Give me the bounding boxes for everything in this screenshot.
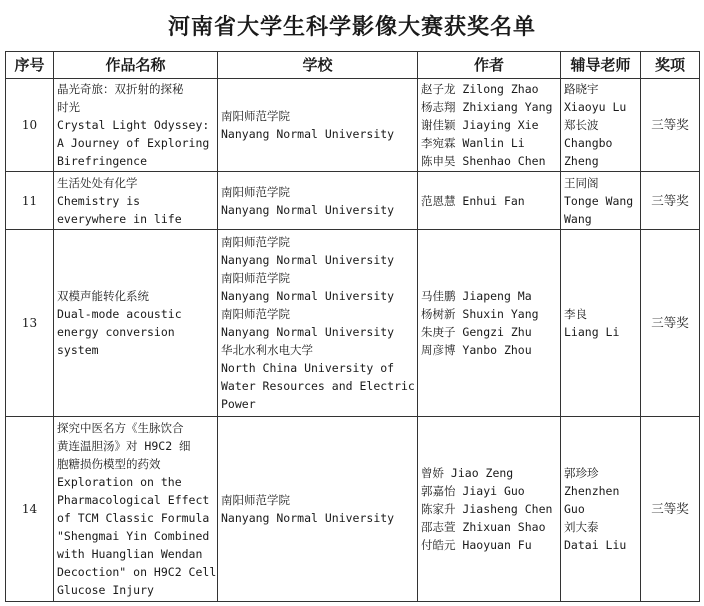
table-row	[6, 172, 700, 230]
cell-advisor-line: Zhenzhen	[564, 484, 620, 498]
cell-advisor-line: Tonge Wang	[564, 193, 634, 208]
cell-authors-line: 曾娇 Jiao Zeng	[421, 466, 514, 480]
cell-authors-line: 杨树新 Shuxin Yang	[421, 307, 539, 321]
cell-award: 三等奖	[641, 230, 700, 417]
cell-authors-line: 邵志萱 Zhixuan Shao	[421, 520, 546, 534]
cell-authors-line: 周彦博 Yanbo Zhou	[421, 343, 532, 357]
cell-authors	[418, 230, 561, 417]
cell-work-line: system	[57, 343, 99, 357]
cell-school-line: 南阳师范学院	[221, 307, 290, 321]
cell-work-line: Glucose Injury	[57, 583, 154, 597]
cell-award: 三等奖	[641, 79, 700, 172]
cell-school-line: Water Resources and Electric	[221, 379, 415, 393]
cell-school-line: North China University of	[221, 361, 395, 375]
cell-work	[54, 79, 218, 172]
cell-authors	[418, 172, 561, 230]
cell-work-line: everywhere in life	[57, 211, 182, 226]
cell-school-line: 南阳师范学院	[221, 184, 290, 199]
cell-advisor-line: Changbo	[564, 136, 613, 150]
cell-school-line: Nanyang Normal University	[221, 289, 395, 303]
cell-work-line: Dual-mode acoustic	[57, 307, 182, 321]
cell-advisor-line: 郑长波	[564, 118, 599, 132]
table-body	[6, 79, 700, 602]
cell-authors	[418, 417, 561, 602]
cell-work-line: 黄连温胆汤》对 H9C2 细	[57, 439, 191, 453]
header-advisor: 辅导老师	[561, 52, 641, 79]
header-award: 奖项	[641, 52, 700, 79]
cell-school	[218, 172, 418, 230]
cell-school	[218, 230, 418, 417]
cell-advisor	[561, 79, 641, 172]
cell-school-line: 南阳师范学院	[221, 235, 290, 249]
cell-advisor	[561, 417, 641, 602]
cell-school	[218, 79, 418, 172]
cell-school	[218, 417, 418, 602]
cell-index: 13	[6, 230, 54, 417]
cell-work-line: 双模声能转化系统	[57, 289, 149, 303]
table-row	[6, 417, 700, 602]
cell-work-line: 生活处处有化学	[57, 175, 138, 190]
cell-advisor-line: Zheng	[564, 154, 599, 168]
cell-work-line: 探究中医名方《生脉饮合	[57, 421, 184, 435]
cell-school-line: Nanyang Normal University	[221, 127, 395, 141]
cell-authors-line: 杨志翔 Zhixiang Yang	[421, 100, 553, 114]
cell-school-line: 华北水利水电大学	[221, 343, 313, 357]
cell-work-line: 晶光奇旅：双折射的探秘	[57, 82, 184, 96]
cell-award: 三等奖	[641, 417, 700, 602]
cell-work-line: Chemistry is	[57, 193, 141, 208]
cell-work-line: of TCM Classic Formula	[57, 511, 210, 525]
cell-work-line: "Shengmai Yin Combined	[57, 529, 210, 543]
cell-advisor-line: Liang Li	[564, 325, 620, 339]
cell-work-line: energy conversion	[57, 325, 175, 339]
cell-school-line: Nanyang Normal University	[221, 511, 395, 525]
cell-advisor	[561, 230, 641, 417]
table-row	[6, 230, 700, 417]
cell-advisor-line: Xiaoyu Lu	[564, 100, 627, 114]
cell-work-line: Exploration on the	[57, 475, 182, 489]
cell-advisor	[561, 172, 641, 230]
cell-school-line: 南阳师范学院	[221, 493, 290, 507]
cell-authors-line: 马佳鹏 Jiapeng Ma	[421, 289, 532, 303]
cell-authors-line: 谢佳颖 Jiaying Xie	[421, 118, 539, 132]
cell-index: 11	[6, 172, 54, 230]
cell-work	[54, 230, 218, 417]
cell-authors-line: 朱庚子 Gengzi Zhu	[421, 325, 532, 339]
table-row	[6, 79, 700, 172]
cell-authors-line: 范恩慧 Enhui Fan	[421, 193, 525, 208]
cell-school-line: 南阳师范学院	[221, 109, 290, 123]
cell-work-line: A Journey of Exploring	[57, 136, 210, 150]
cell-school-line: Nanyang Normal University	[221, 202, 395, 217]
cell-index: 14	[6, 417, 54, 602]
header-school: 学校	[218, 52, 418, 79]
cell-authors-line: 陈申昊 Shenhao Chen	[421, 154, 546, 168]
cell-school-line: 南阳师范学院	[221, 271, 290, 285]
cell-advisor-line: Datai Liu	[564, 538, 627, 552]
cell-work-line: with Huanglian Wendan	[57, 547, 203, 561]
cell-work	[54, 417, 218, 602]
cell-advisor-line: 王同阁	[564, 175, 599, 190]
cell-work-line: 胞糖损伤模型的药效	[57, 457, 161, 471]
cell-work-line: Crystal Light Odyssey:	[57, 118, 210, 132]
cell-advisor-line: 刘大泰	[564, 520, 599, 534]
cell-work-line: 时光	[57, 100, 80, 114]
header-work: 作品名称	[54, 52, 218, 79]
cell-authors-line: 付皓元 Haoyuan Fu	[421, 538, 532, 552]
cell-school-line: Nanyang Normal University	[221, 325, 395, 339]
cell-school-line: Nanyang Normal University	[221, 253, 395, 267]
cell-work-line: Pharmacological Effect	[57, 493, 210, 507]
cell-school-line: Power	[221, 397, 256, 411]
cell-authors-line: 李宛霖 Wanlin Li	[421, 136, 525, 150]
cell-advisor-line: 李良	[564, 307, 587, 321]
cell-advisor-line: Wang	[564, 211, 592, 226]
cell-work-line: Birefringence	[57, 154, 148, 168]
cell-authors-line: 郭嘉怡 Jiayi Guo	[421, 484, 525, 498]
cell-advisor-line: Guo	[564, 502, 585, 516]
cell-advisor-line: 路晓宇	[564, 82, 599, 96]
awards-table	[5, 51, 700, 602]
cell-work-line: Decoction" on H9C2 Cell	[57, 565, 217, 579]
header-row	[6, 52, 700, 79]
cell-authors-line: 陈家升 Jiasheng Chen	[421, 502, 553, 516]
cell-advisor-line: 郭珍珍	[564, 466, 599, 480]
page-title: 河南省大学生科学影像大赛获奖名单	[167, 14, 536, 40]
header-index: 序号	[6, 52, 54, 79]
cell-award: 三等奖	[641, 172, 700, 230]
cell-authors	[418, 79, 561, 172]
cell-work	[54, 172, 218, 230]
cell-authors-line: 赵子龙 Zilong Zhao	[421, 82, 539, 96]
header-authors: 作者	[418, 52, 561, 79]
cell-index: 10	[6, 79, 54, 172]
